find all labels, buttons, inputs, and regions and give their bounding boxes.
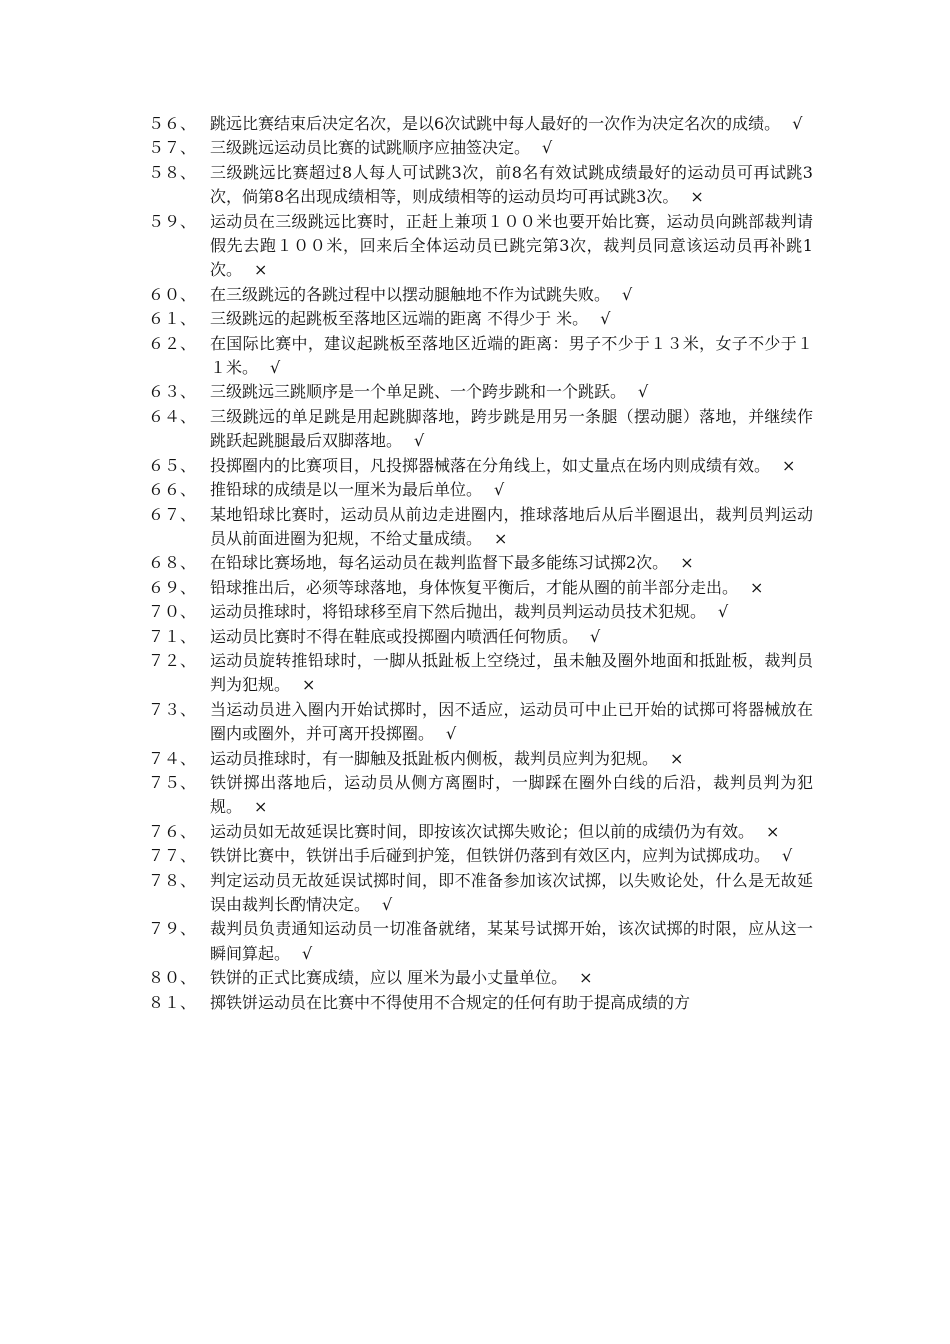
question-text: 三级跳远运动员比赛的试跳顺序应抽签决定。	[210, 138, 531, 158]
question-list	[148, 112, 813, 1015]
question-item	[148, 307, 813, 331]
question-item	[148, 649, 813, 698]
answer-mark: ×	[750, 577, 764, 597]
answer-mark: √	[542, 138, 553, 158]
question-item	[148, 136, 813, 160]
question-item	[148, 380, 813, 404]
question-text: 运动员如无故延误比赛时间，即按该次试掷失败论；但以前的成绩仍为有效。	[210, 821, 755, 841]
answer-mark: √	[600, 309, 611, 329]
answer-mark: ×	[302, 675, 316, 695]
question-text-block	[210, 576, 813, 600]
question-text: 三级跳远的起跳板至落地区远端的距离 不得少于 米。	[210, 309, 589, 329]
question-text-block	[210, 161, 813, 210]
question-number: ５９、	[148, 211, 197, 231]
question-item	[148, 454, 813, 478]
question-item	[148, 405, 813, 454]
question-item	[148, 625, 813, 649]
question-item	[148, 161, 813, 210]
question-text-block	[210, 966, 813, 990]
question-number: ６７、	[148, 504, 197, 524]
question-text-block	[210, 283, 813, 307]
question-text: 在三级跳远的各跳过程中以摆动腿触地不作为试跳失败。	[210, 284, 611, 304]
question-item	[148, 332, 813, 381]
question-number: ７４、	[148, 748, 197, 768]
question-text-block	[210, 136, 813, 160]
question-item	[148, 771, 813, 820]
question-number: ６８、	[148, 553, 197, 573]
answer-mark: ×	[494, 528, 508, 548]
question-text-block	[210, 600, 813, 624]
question-number: ７６、	[148, 821, 197, 841]
question-number: ６４、	[148, 406, 197, 426]
question-number: ８０、	[148, 968, 197, 988]
question-item	[148, 869, 813, 918]
question-text-block	[210, 625, 813, 649]
question-number: ５６、	[148, 114, 197, 133]
question-text: 铁饼掷出落地后，运动员从侧方离圈时，一脚踩在圈外白线的后沿，裁判员判为犯规。	[210, 772, 813, 817]
question-text: 铁饼的正式比赛成绩，应以 厘米为最小丈量单位。	[210, 968, 568, 988]
question-text: 运动员比赛时不得在鞋底或投掷圈内喷洒任何物质。	[210, 626, 579, 646]
question-number: ７１、	[148, 626, 197, 646]
answer-mark: ×	[680, 553, 694, 573]
question-text-block	[210, 771, 813, 820]
question-text: 在铅球比赛场地，每名运动员在裁判监督下最多能练习试掷2次。	[210, 553, 669, 573]
answer-mark: √	[494, 480, 505, 500]
question-item	[148, 600, 813, 624]
question-number: ６６、	[148, 480, 197, 500]
question-text: 当运动员进入圈内开始试掷时，因不适应，运动员可中止已开始的试掷可将器械放在圈内或圈外，并可离开投掷圈。	[210, 699, 813, 744]
question-number: ６０、	[148, 284, 197, 304]
answer-mark: ×	[782, 455, 796, 475]
answer-mark: ×	[254, 260, 268, 280]
answer-mark: √	[446, 724, 457, 744]
question-item	[148, 478, 813, 502]
answer-mark: ×	[579, 968, 593, 988]
question-number: ５７、	[148, 138, 197, 158]
question-number: ５８、	[148, 162, 197, 182]
question-text: 三级跳远的单足跳是用起跳脚落地，跨步跳是用另一条腿（摆动腿）落地，并继续作跳跃起跳腿最后双脚落地。	[210, 406, 813, 451]
question-number: ７９、	[148, 919, 197, 939]
question-text-block	[210, 747, 813, 771]
question-text-block	[210, 917, 813, 966]
answer-mark: ×	[766, 821, 780, 841]
question-text: 铅球推出后，必须等球落地，身体恢复平衡后，才能从圈的前半部分走出。	[210, 577, 739, 597]
answer-mark: √	[718, 602, 729, 622]
question-number: ８１、	[148, 992, 197, 1012]
question-text-block	[210, 380, 813, 404]
answer-mark: √	[414, 431, 425, 451]
question-text-block	[210, 112, 813, 136]
question-text-block	[210, 844, 813, 868]
question-number: ６５、	[148, 455, 197, 475]
answer-mark: √	[270, 358, 281, 378]
question-item	[148, 991, 813, 1015]
question-text-block	[210, 503, 813, 552]
question-text: 裁判员负责通知运动员一切准备就绪，某某号试掷开始，该次试掷的时限，应从这一瞬间算起。	[210, 919, 813, 963]
question-text: 运动员推球时，有一脚触及抵趾板内侧板，裁判员应判为犯规。	[210, 748, 659, 768]
question-text: 跳远比赛结束后决定名次，是以6次试跳中每人最好的一次作为决定名次的成绩。	[210, 114, 781, 133]
question-text: 在国际比赛中，建议起跳板至落地区近端的距离：男子不少于１３米，女子不少于１１米。	[210, 333, 813, 378]
question-text-block	[210, 698, 813, 747]
question-text-block	[210, 649, 813, 698]
question-text-block	[210, 551, 813, 575]
question-text: 三级跳远比赛超过8人每人可试跳3次，前8名有效试跳成绩最好的运动员可再试跳3次，倘第8名出现成绩相等，则成绩相等的运动员均可再试跳3次。	[210, 162, 813, 207]
question-item	[148, 820, 813, 844]
question-text: 掷铁饼运动员在比赛中不得使用不合规定的任何有助于提高成绩的方	[210, 992, 691, 1012]
question-item	[148, 844, 813, 868]
question-number: ７０、	[148, 602, 197, 622]
question-text: 推铅球的成绩是以一厘米为最后单位。	[210, 480, 483, 500]
question-text: 投掷圈内的比赛项目，凡投掷器械落在分角线上，如丈量点在场内则成绩有效。	[210, 455, 771, 475]
question-text-block	[210, 405, 813, 454]
question-number: ７７、	[148, 846, 197, 866]
question-text: 三级跳远三跳顺序是一个单足跳、一个跨步跳和一个跳跃。	[210, 382, 627, 402]
answer-mark: √	[638, 382, 649, 402]
question-number: ７８、	[148, 870, 197, 890]
question-number: ６１、	[148, 309, 197, 329]
question-text: 铁饼比赛中，铁饼出手后碰到护笼，但铁饼仍落到有效区内，应判为试掷成功。	[210, 846, 771, 866]
answer-mark: ×	[690, 187, 704, 207]
question-item	[148, 503, 813, 552]
question-text-block	[210, 869, 813, 918]
answer-mark: √	[590, 626, 601, 646]
question-item	[148, 917, 813, 966]
answer-mark: √	[622, 284, 633, 304]
answer-mark: √	[382, 895, 393, 914]
question-number: ６２、	[148, 333, 197, 353]
question-number: ７５、	[148, 772, 197, 792]
question-text: 运动员推球时，将铅球移至肩下然后抛出，裁判员判运动员技术犯规。	[210, 602, 707, 622]
question-text: 运动员旋转推铅球时，一脚从抵趾板上空绕过，虽未触及圈外地面和抵趾板，裁判员判为犯规。	[210, 650, 813, 695]
question-number: ７３、	[148, 699, 197, 719]
answer-mark: ×	[254, 797, 268, 817]
question-text-block	[210, 210, 813, 283]
question-item	[148, 698, 813, 747]
answer-mark: ×	[670, 748, 684, 768]
answer-mark: √	[792, 114, 803, 133]
question-item	[148, 210, 813, 283]
question-number: ６３、	[148, 382, 197, 402]
question-item	[148, 283, 813, 307]
answer-mark: √	[302, 943, 313, 963]
question-text-block	[210, 991, 813, 1015]
question-item	[148, 966, 813, 990]
question-item	[148, 747, 813, 771]
question-number: ６９、	[148, 577, 197, 597]
question-text-block	[210, 478, 813, 502]
question-item	[148, 576, 813, 600]
question-number: ７２、	[148, 650, 197, 670]
question-item	[148, 112, 813, 136]
question-text-block	[210, 820, 813, 844]
answer-mark: √	[782, 846, 793, 866]
question-text-block	[210, 307, 813, 331]
question-text: 某地铅球比赛时，运动员从前边走进圈内，推球落地后从后半圈退出，裁判员判运动员从前面进圈为犯规，不给丈量成绩。	[210, 504, 813, 548]
question-text-block	[210, 454, 813, 478]
question-text: 判定运动员无故延误试掷时间，即不准备参加该次试掷，以失败论处，什么是无故延误由裁判长酌情决定。	[210, 870, 813, 914]
question-text: 运动员在三级跳远比赛时，正赶上兼项１００米也要开始比赛，运动员向跳部裁判请假先去跑１００米，回来后全体运动员已跳完第3次，裁判员同意该运动员再补跳1次。	[210, 211, 813, 280]
question-item	[148, 551, 813, 575]
question-text-block	[210, 332, 813, 381]
